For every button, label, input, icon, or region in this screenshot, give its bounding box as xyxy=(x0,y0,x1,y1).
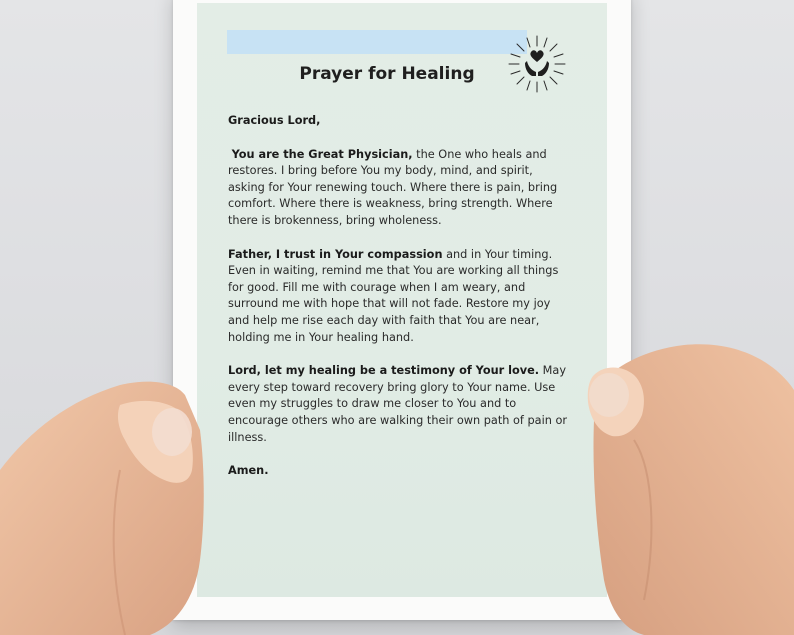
paragraph-3-lead: Lord, let my healing be a testimony of Your love. xyxy=(228,364,540,378)
paragraph-2-lead: Father, I trust in Your compassion xyxy=(228,247,443,261)
paragraph-3-text: May every step toward recovery bring glory to Your name. Use even my struggles to draw me closer to You and to encourage others who are walking their own path of pain or illness. xyxy=(228,364,568,444)
paragraph-3 xyxy=(228,363,573,446)
header-bar xyxy=(227,30,527,54)
prayer-text xyxy=(228,113,573,497)
left-hand xyxy=(0,0,260,635)
right-hand xyxy=(564,0,794,635)
closing: Amen. xyxy=(228,464,269,478)
paragraph-1-lead: You are the Great Physician, xyxy=(231,147,413,161)
paragraph-1-text: the One who heals and restores. I bring before You my body, mind, and spirit, asking for Your renewing touch. Where there is pain, bring comfort. Where there is weakness, bring strength. Where there is brokenness, bring wholeness. xyxy=(228,147,558,227)
prayer-title: Prayer for Healing xyxy=(299,64,475,84)
greeting: Gracious Lord, xyxy=(228,114,321,127)
paragraph-2-text: and in Your timing. Even in waiting, remind me that You are working all things for good. Fill me with courage when I am weary, and surround me with hope that will not fade. Restore my joy and help me rise each day with faith that You are near, holding me in Your healing hand. xyxy=(228,247,559,344)
heart-in-hands-icon xyxy=(505,32,569,96)
paragraph-2 xyxy=(228,247,573,347)
paragraph-1 xyxy=(228,147,573,230)
